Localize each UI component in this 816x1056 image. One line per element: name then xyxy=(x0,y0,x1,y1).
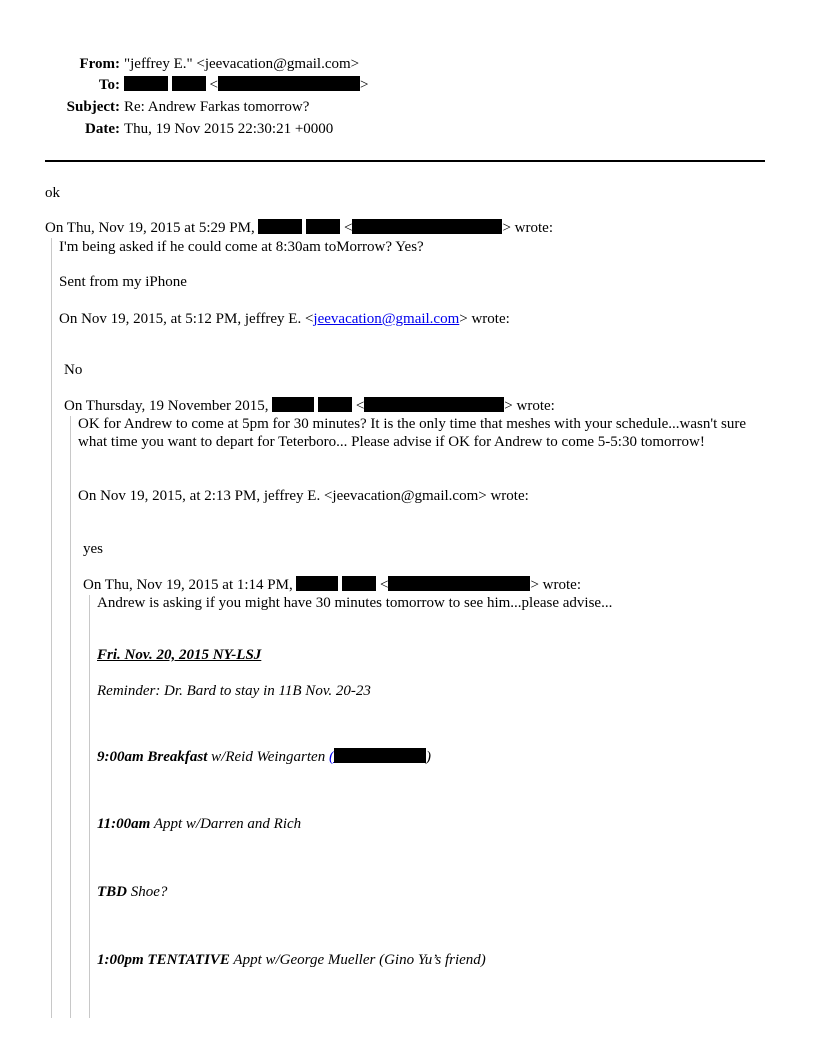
quote-attribution: On Thursday, 19 November 2015, < > wrote: xyxy=(64,398,555,414)
to-label: To: xyxy=(98,77,120,93)
quote-attribution: On Nov 19, 2015, at 2:13 PM, jeffrey E. <jeevacation@gmail.com> wrote: xyxy=(78,488,529,504)
to-value-redacted: < > xyxy=(124,76,368,94)
redaction-block xyxy=(258,219,302,234)
phone-link[interactable]: ( xyxy=(329,749,426,765)
quoted-text: Andrew is asking if you might have 30 minutes tomorrow to see him...please advise... xyxy=(97,595,613,611)
quote-attribution: On Thu, Nov 19, 2015 at 1:14 PM, < > wrote: xyxy=(83,577,581,593)
schedule-item: 11:00am Appt w/Darren and Rich xyxy=(97,816,302,832)
quote-bar xyxy=(89,595,90,1018)
redaction-block xyxy=(388,576,530,591)
schedule-item: 1:00pm TENTATIVE Appt w/George Mueller (Gino Yu’s friend) xyxy=(97,952,486,968)
email-link[interactable]: jeevacation@gmail.com xyxy=(313,311,460,327)
schedule-reminder: Reminder: Dr. Bard to stay in 11B Nov. 20-23 xyxy=(97,683,371,699)
subject-value: Re: Andrew Farkas tomorrow? xyxy=(124,99,310,115)
redaction-block xyxy=(172,76,206,91)
redaction-block xyxy=(364,397,504,412)
redaction-block xyxy=(296,576,338,591)
quote-attribution: On Nov 19, 2015, at 5:12 PM, jeffrey E. <jeevacation@gmail.com> wrote: xyxy=(59,311,510,327)
schedule-item: TBD Shoe? xyxy=(97,884,168,900)
quoted-text: I'm being asked if he could come at 8:30am toMorrow? Yes? xyxy=(59,239,424,255)
redaction-block xyxy=(306,219,340,234)
redaction-block xyxy=(342,576,376,591)
quoted-text: yes xyxy=(83,541,103,557)
date-label: Date: xyxy=(85,121,120,137)
redaction-block xyxy=(352,219,502,234)
schedule-date-heading: Fri. Nov. 20, 2015 NY-LSJ xyxy=(97,647,262,663)
quote-bar xyxy=(70,416,71,1018)
redaction-block xyxy=(334,748,426,763)
redaction-block xyxy=(218,76,360,91)
from-label: From: xyxy=(79,56,120,72)
header-divider xyxy=(45,160,765,162)
schedule-item: 9:00am Breakfast w/Reid Weingarten ( ) xyxy=(97,749,431,765)
redaction-block xyxy=(318,397,352,412)
quoted-text: Sent from my iPhone xyxy=(59,274,187,290)
quote-bar xyxy=(51,238,52,1018)
reply-text: ok xyxy=(45,185,60,201)
from-value: "jeffrey E." <jeevacation@gmail.com> xyxy=(124,56,360,72)
quoted-text: No xyxy=(64,362,83,378)
redaction-block xyxy=(272,397,314,412)
quote-attribution: On Thu, Nov 19, 2015 at 5:29 PM, < > wrote: xyxy=(45,220,553,236)
date-value: Thu, 19 Nov 2015 22:30:21 +0000 xyxy=(124,121,334,137)
redaction-block xyxy=(124,76,168,91)
subject-label: Subject: xyxy=(66,99,120,115)
quoted-text: OK for Andrew to come at 5pm for 30 minutes? It is the only time that meshes with your schedule...wasn't sure what time you want to depart for Teterboro... Please advise if OK for Andrew to come 5-5:30 tomorrow! xyxy=(78,416,746,450)
